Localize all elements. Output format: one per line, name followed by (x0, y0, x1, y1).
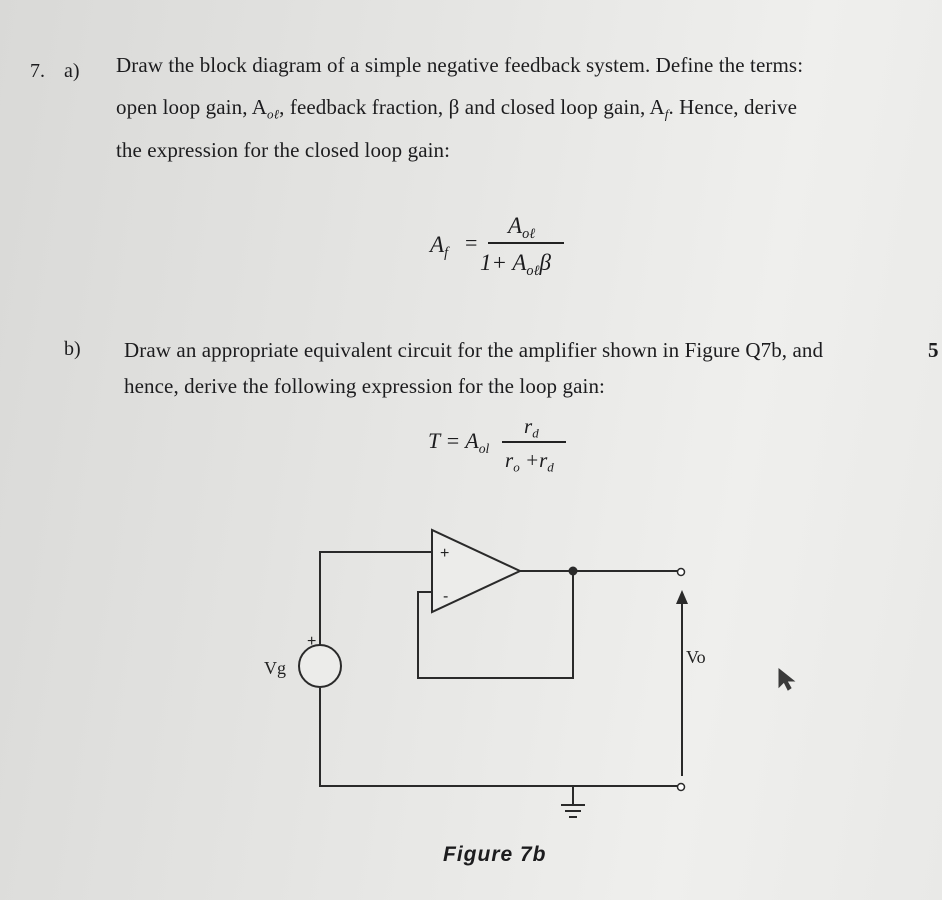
part-b-line-1: Draw an appropriate equivalent circuit for the amplifier shown in Figure Q7b, and (124, 338, 824, 362)
margin-mark: 5 (928, 338, 939, 362)
source-polarity-sign: + (307, 633, 317, 650)
equation-t-lhs-symbol: T = A (428, 428, 479, 453)
equation-af-lhs-subscript: f (444, 244, 449, 261)
equation-t-den-a-subscript: o (513, 459, 520, 475)
opamp-plus-sign: + (440, 545, 450, 562)
opamp-minus-sign: - (443, 588, 449, 605)
equation-t-lhs-subscript: ol (478, 440, 490, 456)
output-terminal-top (678, 569, 685, 576)
equation-af-den-subscript: oℓ (526, 262, 540, 279)
ground-symbol-icon (561, 805, 585, 817)
mouse-cursor-icon (779, 669, 794, 690)
equation-af-num-subscript: oℓ (522, 225, 536, 242)
voltage-source (299, 645, 341, 687)
equation-af-den-post: β (539, 250, 551, 275)
figure-caption: Figure 7b (443, 843, 547, 866)
equation-af-den-pre: 1+ A (480, 250, 527, 275)
open-loop-gain-subscript: oℓ (267, 106, 280, 122)
equation-t-den-a: r (505, 448, 514, 472)
equation-af-equals: = (465, 230, 478, 255)
equation-t-den-plus: +r (519, 448, 548, 472)
equation-af-num-symbol: A (508, 213, 523, 238)
part-a-line-2-mid: , feedback fraction, β and closed loop gain, A (279, 95, 665, 119)
equation-t-num-symbol: r (524, 414, 533, 438)
equation-t-den-b-subscript: d (547, 459, 554, 475)
part-a-line-2-pre: open loop gain, A (116, 95, 268, 119)
part-a-label: a) (64, 60, 80, 82)
wire-plus-input (320, 552, 432, 645)
output-terminal-bottom (678, 784, 685, 791)
vo-arrow-head-icon (676, 590, 688, 604)
question-number: 7. (30, 60, 45, 82)
output-label: Vo (686, 647, 706, 667)
part-a-line-1: Draw the block diagram of a simple negative feedback system. Define the terms: (116, 53, 804, 77)
equation-af-lhs-symbol: A (430, 232, 445, 257)
part-b-line-2: hence, derive the following expression for the loop gain: (124, 374, 605, 398)
part-b-label: b) (64, 338, 81, 360)
closed-loop-gain-subscript: f (664, 106, 669, 122)
equation-t-num-subscript: d (532, 425, 539, 441)
junction-dot (569, 567, 578, 576)
part-a-line-2-post: . Hence, derive (668, 95, 798, 119)
part-a-line-3: the expression for the closed loop gain: (116, 138, 451, 162)
source-label: Vg (264, 658, 286, 678)
wire-ground (320, 688, 679, 786)
